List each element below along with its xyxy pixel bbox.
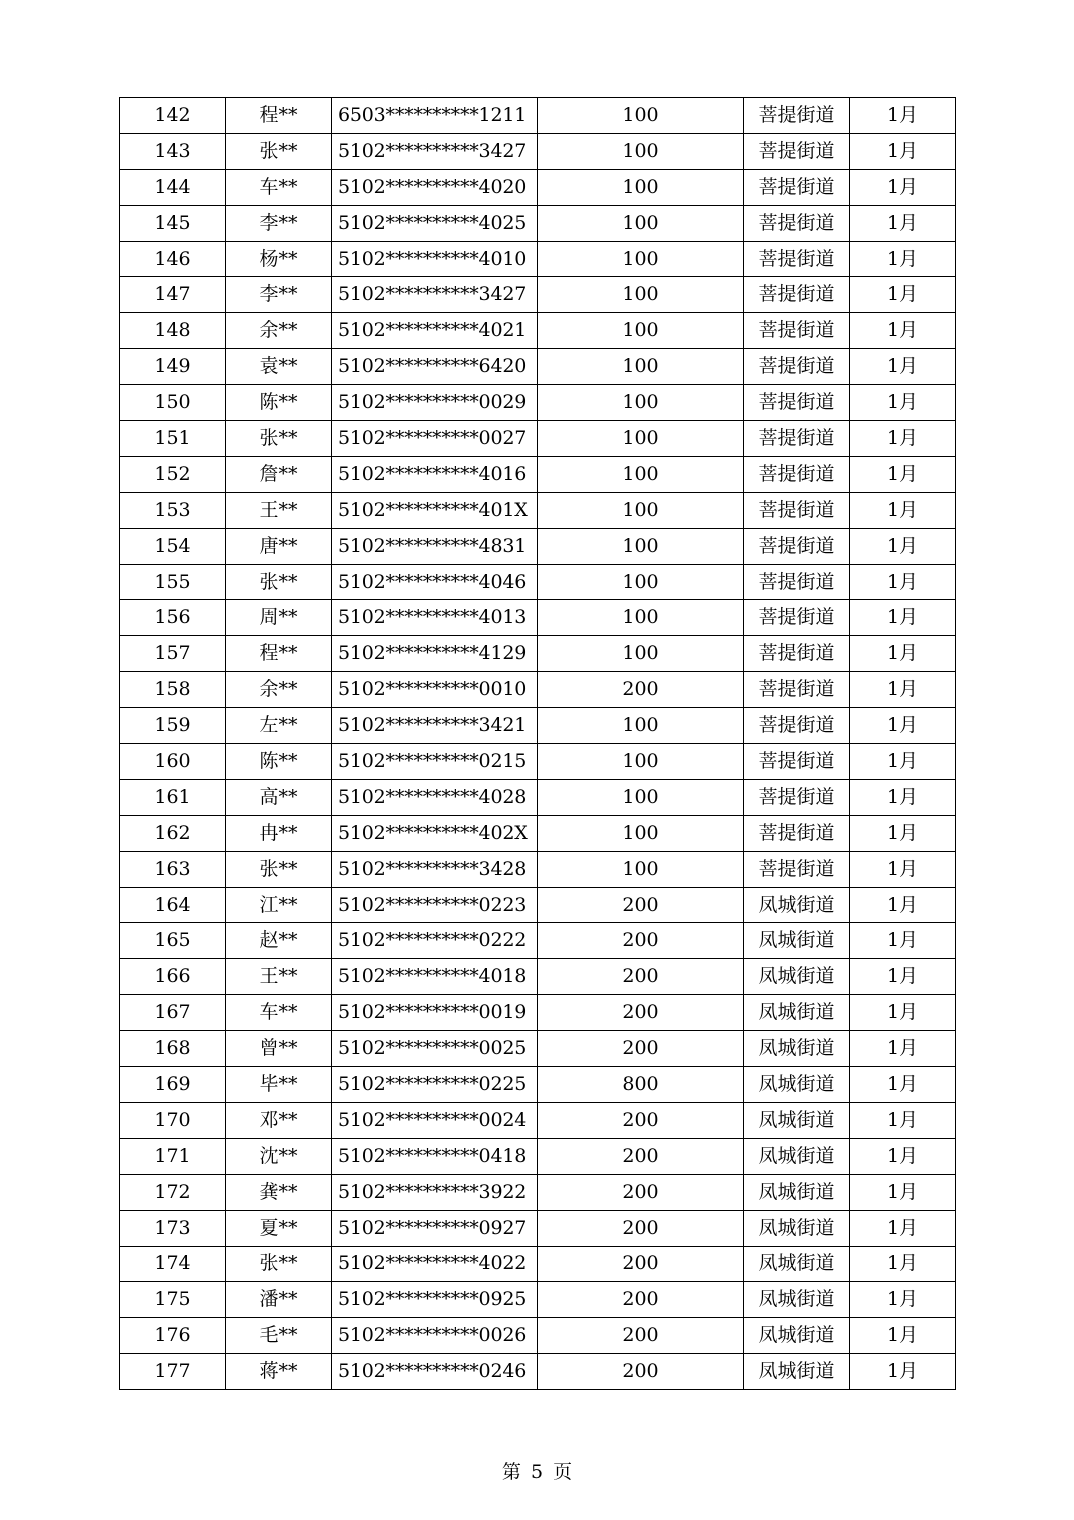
id-number-cell: 5102**********3428 (332, 851, 538, 887)
table-row (120, 1354, 956, 1390)
amount-cell: 100 (538, 133, 744, 169)
table-row (120, 421, 956, 457)
amount-cell: 100 (538, 277, 744, 313)
district-cell: 菩提街道 (744, 672, 850, 708)
month-cell: 1月 (850, 851, 956, 887)
district-cell: 菩提街道 (744, 744, 850, 780)
table-row (120, 1282, 956, 1318)
name-cell: 张** (226, 851, 332, 887)
month-cell: 1月 (850, 456, 956, 492)
name-cell: 车** (226, 995, 332, 1031)
district-cell: 菩提街道 (744, 349, 850, 385)
name-cell: 赵** (226, 923, 332, 959)
month-cell: 1月 (850, 636, 956, 672)
district-cell: 菩提街道 (744, 564, 850, 600)
amount-cell: 100 (538, 456, 744, 492)
row-number-cell: 170 (120, 1102, 226, 1138)
row-number-cell: 171 (120, 1138, 226, 1174)
table-row (120, 205, 956, 241)
name-cell: 程** (226, 636, 332, 672)
id-number-cell: 5102**********0024 (332, 1102, 538, 1138)
amount-cell: 100 (538, 744, 744, 780)
row-number-cell: 167 (120, 995, 226, 1031)
amount-cell: 200 (538, 1102, 744, 1138)
id-number-cell: 5102**********4022 (332, 1246, 538, 1282)
row-number-cell: 158 (120, 672, 226, 708)
name-cell: 程** (226, 98, 332, 134)
amount-cell: 100 (538, 600, 744, 636)
table-row (120, 169, 956, 205)
table-row (120, 564, 956, 600)
month-cell: 1月 (850, 1031, 956, 1067)
name-cell: 沈** (226, 1138, 332, 1174)
amount-cell: 100 (538, 851, 744, 887)
table-row (120, 1031, 956, 1067)
amount-cell: 100 (538, 708, 744, 744)
name-cell: 李** (226, 205, 332, 241)
name-cell: 左** (226, 708, 332, 744)
amount-cell: 200 (538, 1246, 744, 1282)
name-cell: 蒋** (226, 1354, 332, 1390)
name-cell: 王** (226, 492, 332, 528)
table-row (120, 995, 956, 1031)
id-number-cell: 5102**********0215 (332, 744, 538, 780)
row-number-cell: 144 (120, 169, 226, 205)
district-cell: 凤城街道 (744, 1174, 850, 1210)
name-cell: 李** (226, 277, 332, 313)
table-row (120, 744, 956, 780)
id-number-cell: 5102**********4018 (332, 959, 538, 995)
month-cell: 1月 (850, 492, 956, 528)
district-cell: 凤城街道 (744, 1210, 850, 1246)
month-cell: 1月 (850, 133, 956, 169)
district-cell: 凤城街道 (744, 1318, 850, 1354)
table-row (120, 1318, 956, 1354)
name-cell: 夏** (226, 1210, 332, 1246)
amount-cell: 100 (538, 385, 744, 421)
name-cell: 车** (226, 169, 332, 205)
district-cell: 凤城街道 (744, 887, 850, 923)
name-cell: 张** (226, 1246, 332, 1282)
month-cell: 1月 (850, 887, 956, 923)
row-number-cell: 150 (120, 385, 226, 421)
id-number-cell: 5102**********0925 (332, 1282, 538, 1318)
table-row (120, 959, 956, 995)
recipient-table-body (120, 98, 956, 1390)
amount-cell: 100 (538, 98, 744, 134)
district-cell: 凤城街道 (744, 959, 850, 995)
amount-cell: 100 (538, 205, 744, 241)
row-number-cell: 174 (120, 1246, 226, 1282)
month-cell: 1月 (850, 313, 956, 349)
id-number-cell: 5102**********4025 (332, 205, 538, 241)
district-cell: 菩提街道 (744, 169, 850, 205)
district-cell: 菩提街道 (744, 815, 850, 851)
id-number-cell: 5102**********4010 (332, 241, 538, 277)
amount-cell: 100 (538, 169, 744, 205)
table-row (120, 636, 956, 672)
name-cell: 江** (226, 887, 332, 923)
id-number-cell: 5102**********4129 (332, 636, 538, 672)
amount-cell: 800 (538, 1067, 744, 1103)
table-row (120, 385, 956, 421)
name-cell: 詹** (226, 456, 332, 492)
district-cell: 菩提街道 (744, 241, 850, 277)
district-cell: 菩提街道 (744, 313, 850, 349)
row-number-cell: 176 (120, 1318, 226, 1354)
name-cell: 毕** (226, 1067, 332, 1103)
name-cell: 张** (226, 564, 332, 600)
amount-cell: 200 (538, 995, 744, 1031)
district-cell: 凤城街道 (744, 995, 850, 1031)
row-number-cell: 147 (120, 277, 226, 313)
month-cell: 1月 (850, 241, 956, 277)
row-number-cell: 175 (120, 1282, 226, 1318)
table-row (120, 133, 956, 169)
row-number-cell: 165 (120, 923, 226, 959)
amount-cell: 100 (538, 636, 744, 672)
table-row (120, 1174, 956, 1210)
row-number-cell: 153 (120, 492, 226, 528)
district-cell: 菩提街道 (744, 492, 850, 528)
amount-cell: 100 (538, 313, 744, 349)
month-cell: 1月 (850, 1318, 956, 1354)
name-cell: 冉** (226, 815, 332, 851)
id-number-cell: 5102**********0223 (332, 887, 538, 923)
district-cell: 凤城街道 (744, 1138, 850, 1174)
id-number-cell: 5102**********0927 (332, 1210, 538, 1246)
id-number-cell: 5102**********0027 (332, 421, 538, 457)
district-cell: 凤城街道 (744, 1031, 850, 1067)
row-number-cell: 142 (120, 98, 226, 134)
id-number-cell: 5102**********3421 (332, 708, 538, 744)
id-number-cell: 5102**********0010 (332, 672, 538, 708)
month-cell: 1月 (850, 708, 956, 744)
amount-cell: 100 (538, 421, 744, 457)
month-cell: 1月 (850, 995, 956, 1031)
table-row (120, 277, 956, 313)
id-number-cell: 5102**********4013 (332, 600, 538, 636)
table-row (120, 672, 956, 708)
row-number-cell: 161 (120, 779, 226, 815)
name-cell: 唐** (226, 528, 332, 564)
amount-cell: 200 (538, 1318, 744, 1354)
month-cell: 1月 (850, 815, 956, 851)
month-cell: 1月 (850, 672, 956, 708)
district-cell: 凤城街道 (744, 1067, 850, 1103)
amount-cell: 100 (538, 241, 744, 277)
month-cell: 1月 (850, 744, 956, 780)
district-cell: 菩提街道 (744, 385, 850, 421)
row-number-cell: 159 (120, 708, 226, 744)
name-cell: 袁** (226, 349, 332, 385)
id-number-cell: 5102**********0029 (332, 385, 538, 421)
district-cell: 菩提街道 (744, 779, 850, 815)
name-cell: 潘** (226, 1282, 332, 1318)
month-cell: 1月 (850, 169, 956, 205)
table-row (120, 779, 956, 815)
row-number-cell: 143 (120, 133, 226, 169)
id-number-cell: 5102**********0225 (332, 1067, 538, 1103)
recipient-table (119, 97, 956, 1390)
id-number-cell: 5102**********0246 (332, 1354, 538, 1390)
month-cell: 1月 (850, 1138, 956, 1174)
district-cell: 菩提街道 (744, 636, 850, 672)
name-cell: 陈** (226, 385, 332, 421)
amount-cell: 200 (538, 887, 744, 923)
id-number-cell: 6503**********1211 (332, 98, 538, 134)
month-cell: 1月 (850, 779, 956, 815)
district-cell: 凤城街道 (744, 1246, 850, 1282)
name-cell: 余** (226, 672, 332, 708)
table-row (120, 349, 956, 385)
table-row (120, 528, 956, 564)
name-cell: 龚** (226, 1174, 332, 1210)
name-cell: 毛** (226, 1318, 332, 1354)
id-number-cell: 5102**********0019 (332, 995, 538, 1031)
id-number-cell: 5102**********4831 (332, 528, 538, 564)
district-cell: 菩提街道 (744, 528, 850, 564)
row-number-cell: 160 (120, 744, 226, 780)
row-number-cell: 152 (120, 456, 226, 492)
name-cell: 邓** (226, 1102, 332, 1138)
name-cell: 王** (226, 959, 332, 995)
id-number-cell: 5102**********4021 (332, 313, 538, 349)
table-row (120, 1102, 956, 1138)
amount-cell: 200 (538, 1138, 744, 1174)
amount-cell: 200 (538, 672, 744, 708)
district-cell: 菩提街道 (744, 277, 850, 313)
month-cell: 1月 (850, 1282, 956, 1318)
row-number-cell: 172 (120, 1174, 226, 1210)
table-row (120, 887, 956, 923)
row-number-cell: 169 (120, 1067, 226, 1103)
row-number-cell: 177 (120, 1354, 226, 1390)
amount-cell: 100 (538, 564, 744, 600)
month-cell: 1月 (850, 923, 956, 959)
amount-cell: 200 (538, 959, 744, 995)
name-cell: 高** (226, 779, 332, 815)
amount-cell: 100 (538, 779, 744, 815)
amount-cell: 100 (538, 815, 744, 851)
month-cell: 1月 (850, 205, 956, 241)
row-number-cell: 154 (120, 528, 226, 564)
id-number-cell: 5102**********0222 (332, 923, 538, 959)
month-cell: 1月 (850, 1102, 956, 1138)
row-number-cell: 148 (120, 313, 226, 349)
month-cell: 1月 (850, 1210, 956, 1246)
name-cell: 曾** (226, 1031, 332, 1067)
district-cell: 菩提街道 (744, 133, 850, 169)
amount-cell: 200 (538, 923, 744, 959)
name-cell: 周** (226, 600, 332, 636)
month-cell: 1月 (850, 1067, 956, 1103)
id-number-cell: 5102**********0418 (332, 1138, 538, 1174)
month-cell: 1月 (850, 98, 956, 134)
month-cell: 1月 (850, 1174, 956, 1210)
table-row (120, 923, 956, 959)
amount-cell: 200 (538, 1174, 744, 1210)
row-number-cell: 151 (120, 421, 226, 457)
amount-cell: 100 (538, 349, 744, 385)
table-row (120, 851, 956, 887)
table-row (120, 492, 956, 528)
id-number-cell: 5102**********401X (332, 492, 538, 528)
district-cell: 菩提街道 (744, 456, 850, 492)
name-cell: 余** (226, 313, 332, 349)
id-number-cell: 5102**********0026 (332, 1318, 538, 1354)
table-row (120, 1246, 956, 1282)
row-number-cell: 155 (120, 564, 226, 600)
id-number-cell: 5102**********4046 (332, 564, 538, 600)
row-number-cell: 145 (120, 205, 226, 241)
month-cell: 1月 (850, 349, 956, 385)
table-row (120, 98, 956, 134)
row-number-cell: 157 (120, 636, 226, 672)
district-cell: 凤城街道 (744, 1282, 850, 1318)
id-number-cell: 5102**********0025 (332, 1031, 538, 1067)
month-cell: 1月 (850, 959, 956, 995)
month-cell: 1月 (850, 277, 956, 313)
month-cell: 1月 (850, 1354, 956, 1390)
id-number-cell: 5102**********3427 (332, 133, 538, 169)
id-number-cell: 5102**********3922 (332, 1174, 538, 1210)
month-cell: 1月 (850, 600, 956, 636)
month-cell: 1月 (850, 421, 956, 457)
table-row (120, 1138, 956, 1174)
id-number-cell: 5102**********4020 (332, 169, 538, 205)
table-row (120, 1210, 956, 1246)
district-cell: 凤城街道 (744, 923, 850, 959)
month-cell: 1月 (850, 385, 956, 421)
district-cell: 菩提街道 (744, 421, 850, 457)
district-cell: 菩提街道 (744, 851, 850, 887)
amount-cell: 100 (538, 492, 744, 528)
table-row (120, 600, 956, 636)
row-number-cell: 164 (120, 887, 226, 923)
month-cell: 1月 (850, 564, 956, 600)
district-cell: 凤城街道 (744, 1354, 850, 1390)
district-cell: 菩提街道 (744, 600, 850, 636)
row-number-cell: 163 (120, 851, 226, 887)
amount-cell: 200 (538, 1210, 744, 1246)
amount-cell: 200 (538, 1031, 744, 1067)
name-cell: 杨** (226, 241, 332, 277)
page-number: 第 5 页 (501, 1461, 573, 1483)
row-number-cell: 149 (120, 349, 226, 385)
table-row (120, 313, 956, 349)
id-number-cell: 5102**********4028 (332, 779, 538, 815)
district-cell: 凤城街道 (744, 1102, 850, 1138)
id-number-cell: 5102**********402X (332, 815, 538, 851)
month-cell: 1月 (850, 1246, 956, 1282)
name-cell: 张** (226, 133, 332, 169)
row-number-cell: 166 (120, 959, 226, 995)
month-cell: 1月 (850, 528, 956, 564)
table-row (120, 456, 956, 492)
row-number-cell: 156 (120, 600, 226, 636)
table-row (120, 815, 956, 851)
table-row (120, 241, 956, 277)
table-row (120, 708, 956, 744)
row-number-cell: 168 (120, 1031, 226, 1067)
district-cell: 菩提街道 (744, 205, 850, 241)
name-cell: 陈** (226, 744, 332, 780)
name-cell: 张** (226, 421, 332, 457)
amount-cell: 200 (538, 1282, 744, 1318)
amount-cell: 100 (538, 528, 744, 564)
id-number-cell: 5102**********3427 (332, 277, 538, 313)
row-number-cell: 146 (120, 241, 226, 277)
id-number-cell: 5102**********6420 (332, 349, 538, 385)
row-number-cell: 173 (120, 1210, 226, 1246)
id-number-cell: 5102**********4016 (332, 456, 538, 492)
district-cell: 菩提街道 (744, 708, 850, 744)
row-number-cell: 162 (120, 815, 226, 851)
amount-cell: 200 (538, 1354, 744, 1390)
district-cell: 菩提街道 (744, 98, 850, 134)
table-row (120, 1067, 956, 1103)
